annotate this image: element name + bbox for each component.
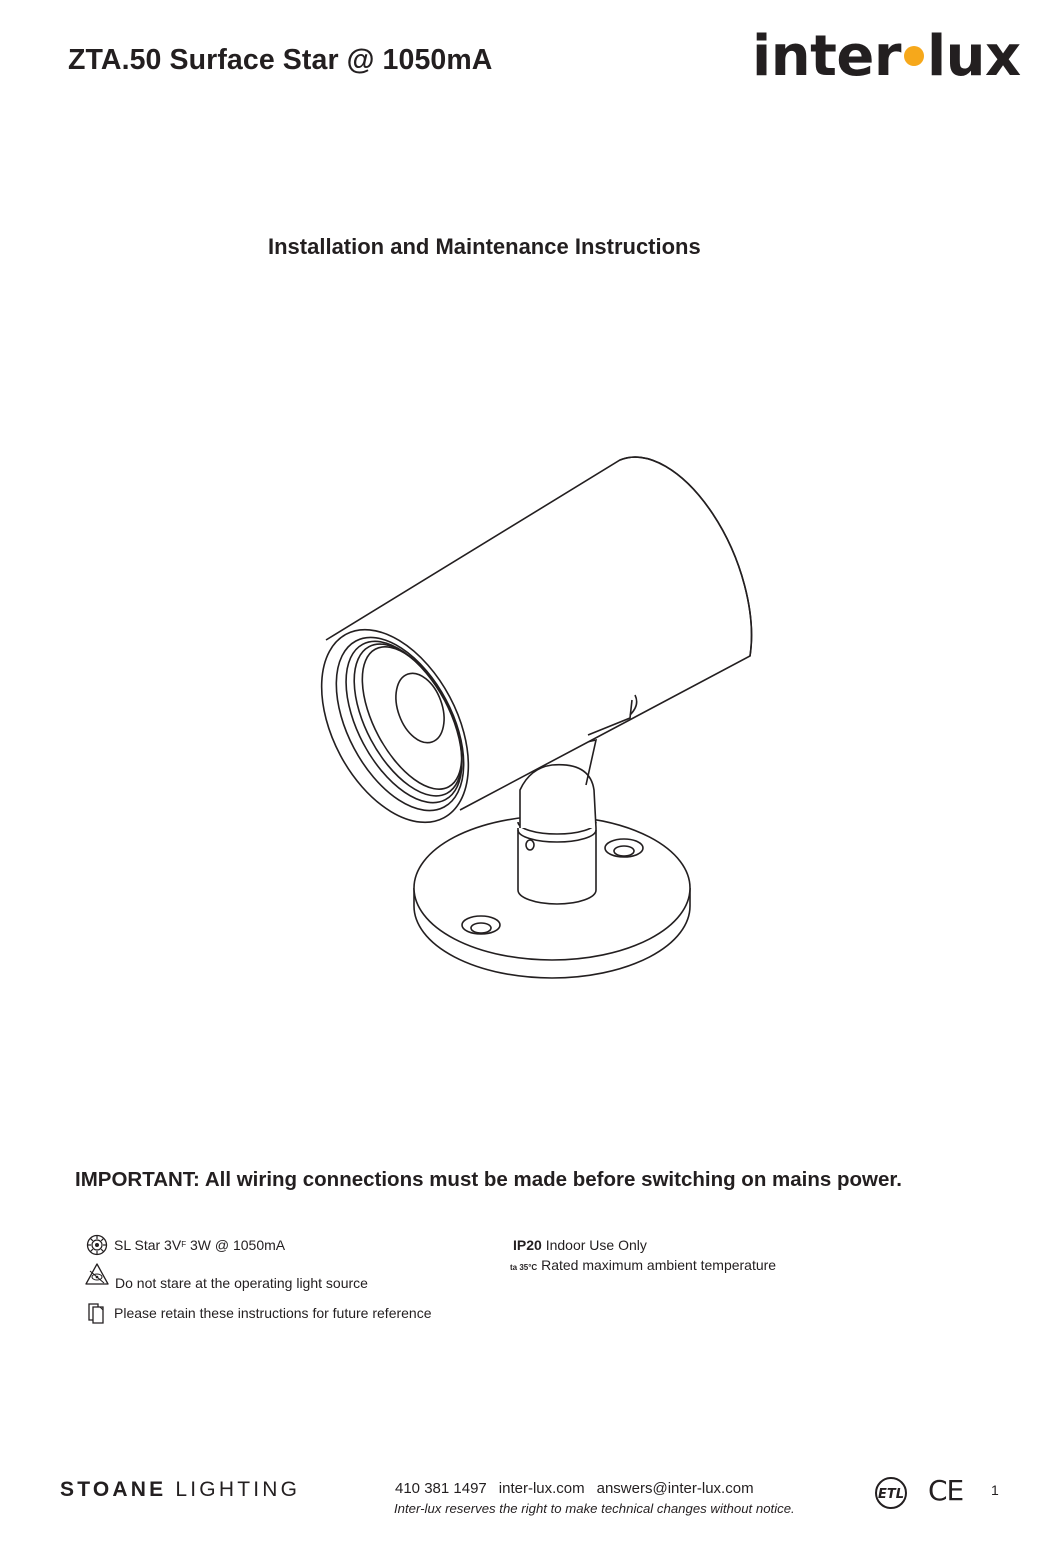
etl-certification-icon (873, 1476, 909, 1510)
spec-no-stare: Do not stare at the operating light source (115, 1275, 368, 1291)
interlux-logo (752, 24, 1021, 89)
spec-retain-instructions: Please retain these instructions for future reference (114, 1305, 432, 1321)
spec-ambient-temp: ta 35°C Rated maximum ambient temperature (510, 1257, 777, 1273)
page-title: ZTA.50 Surface Star @ 1050mA (68, 44, 493, 76)
document-subtitle: Installation and Maintenance Instructions (268, 234, 701, 259)
spec-light-source: SL Star $3V_F$ 3W @ 1050mA (114, 1237, 286, 1253)
logo-text-lux: lux (926, 24, 1021, 89)
ta-code: ta 35°C (510, 1263, 538, 1272)
stoane-lighting-brand: STOANE LIGHTING (60, 1478, 301, 1501)
logo-text-inter: inter (752, 24, 901, 89)
contact-line (395, 1480, 766, 1497)
retain-instructions-icon (87, 1300, 105, 1324)
etl-mark-text: ETL (877, 1487, 905, 1502)
no-stare-warning-icon (84, 1262, 110, 1286)
ip-code: IP20 (513, 1237, 542, 1253)
ce-mark-icon: CE (928, 1474, 964, 1507)
disclaimer: Inter-lux reserves the right to make technical changes without notice. (394, 1501, 795, 1516)
surface-spotlight-drawing (290, 450, 770, 1000)
email-link[interactable]: answers@inter-lux.com (596, 1480, 754, 1497)
website-link[interactable]: inter-lux.com (498, 1480, 585, 1497)
important-notice: IMPORTANT: All wiring connections must be made before switching on mains power. (75, 1168, 902, 1191)
phone-number: 410 381 1497 (395, 1480, 487, 1497)
logo-dot-icon (904, 46, 924, 66)
page-number: 1 (991, 1482, 999, 1498)
led-source-icon (86, 1234, 108, 1256)
spec-ip-rating: IP20 Indoor Use Only (513, 1237, 647, 1253)
